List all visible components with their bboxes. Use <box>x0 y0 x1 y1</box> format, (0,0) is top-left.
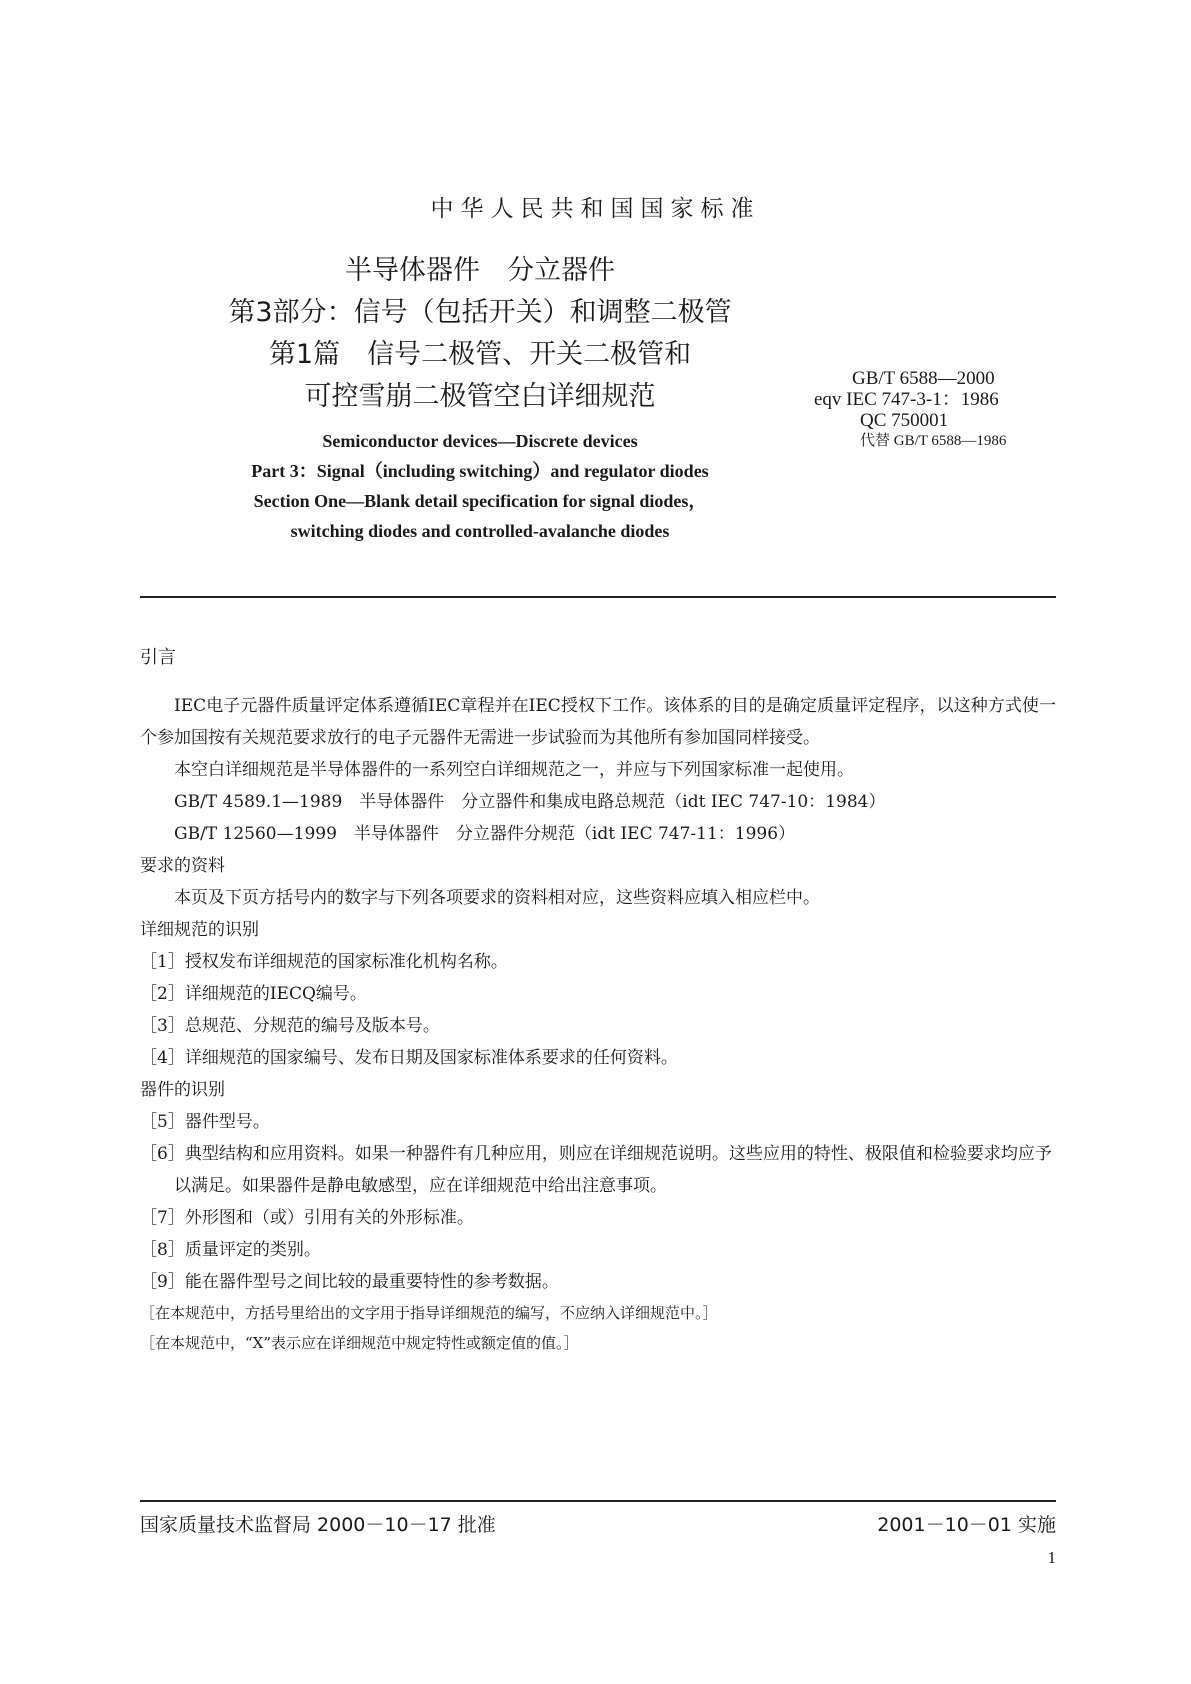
required-info-heading: 要求的资料 <box>140 856 225 876</box>
list-item-4: ［4］详细规范的国家编号、发布日期及国家标准体系要求的任何资料。 <box>140 1048 678 1068</box>
en-title-line-3: Section One—Blank detail specification for signal diodes， <box>253 491 707 511</box>
list-item-9: ［9］能在器件型号之间比较的最重要特性的参考数据。 <box>140 1272 559 1292</box>
cn-title-line-2: 第3部分：信号（包括开关）和调整二极管 <box>228 297 732 328</box>
cn-title-line-3: 第1篇 信号二极管、开关二极管和 <box>268 339 692 370</box>
qc-number: QC 750001 <box>860 410 949 431</box>
spec-identification-heading: 详细规范的识别 <box>140 920 259 940</box>
en-title-line-1: Semiconductor devices—Discrete devices <box>322 431 638 451</box>
page-number: 1 <box>1047 1548 1056 1567</box>
note-2: ［在本规范中，“X”表示应在详细规范中规定特性或额定值的值。］ <box>140 1334 579 1352</box>
national-standard-title: 中华人民共和国国家标准 <box>430 196 761 222</box>
paragraph-1: IEC电子元器件质量评定体系遵循IEC章程并在IEC授权下工作。该体系的目的是确定质量评定程序，以这种方式使一个参加国按有关规范要求放行的电子元器件无需进一步试验而为其他所有参加国同样接受。 <box>140 696 1056 748</box>
list-item-1: ［1］授权发布详细规范的国家标准化机构名称。 <box>140 952 508 972</box>
paragraph-2: 本空白详细规范是半导体器件的一系列空白详细规范之一，并应与下列国家标准一起使用。 <box>174 760 854 780</box>
reference-2: GB/T 12560—1999 半导体器件 分立器件分规范（idt IEC 747-11：1996） <box>174 824 796 844</box>
list-item-6: ［6］典型结构和应用资料。如果一种器件有几种应用，则应在详细规范说明。这些应用的特性、极限值和检验要求均应予以满足。如果器件是静电敏感型，应在详细规范中给出注意事项。 <box>140 1144 1052 1196</box>
cn-title-line-1: 半导体器件 分立器件 <box>345 255 615 286</box>
replaces-number: 代替 GB/T 6588—1986 <box>860 433 1007 449</box>
list-item-5: ［5］器件型号。 <box>140 1112 270 1132</box>
en-title-line-2: Part 3：Signal（including switching）and regulator diodes <box>251 461 709 481</box>
gb-number: GB/T 6588—2000 <box>852 368 995 389</box>
cn-title-line-4: 可控雪崩二极管空白详细规范 <box>304 381 656 412</box>
device-identification-heading: 器件的识别 <box>140 1080 225 1100</box>
effective-date: 2001－10－01 实施 <box>877 1514 1056 1536</box>
footer-divider <box>140 1500 1056 1502</box>
list-item-2: ［2］详细规范的IECQ编号。 <box>140 984 367 1004</box>
approval-date: 国家质量技术监督局 2000－10－17 批准 <box>140 1514 496 1536</box>
list-item-8: ［8］质量评定的类别。 <box>140 1240 321 1260</box>
note-1: ［在本规范中，方括号里给出的文字用于指导详细规范的编写，不应纳入详细规范中。］ <box>140 1304 718 1322</box>
en-title-line-4: switching diodes and controlled-avalanche diodes <box>290 521 670 541</box>
body-text <box>140 690 1056 1358</box>
header-divider <box>140 596 1056 598</box>
list-item-7: ［7］外形图和（或）引用有关的外形标准。 <box>140 1208 474 1228</box>
paragraph-3: 本页及下页方括号内的数字与下列各项要求的资料相对应，这些资料应填入相应栏中。 <box>174 888 820 908</box>
list-item-3: ［3］总规范、分规范的编号及版本号。 <box>140 1016 440 1036</box>
eqv-number: eqv IEC 747-3-1：1986 <box>814 389 999 410</box>
intro-heading: 引言 <box>140 647 176 668</box>
reference-1: GB/T 4589.1—1989 半导体器件 分立器件和集成电路总规范（idt IEC 747-10：1984） <box>174 792 886 812</box>
